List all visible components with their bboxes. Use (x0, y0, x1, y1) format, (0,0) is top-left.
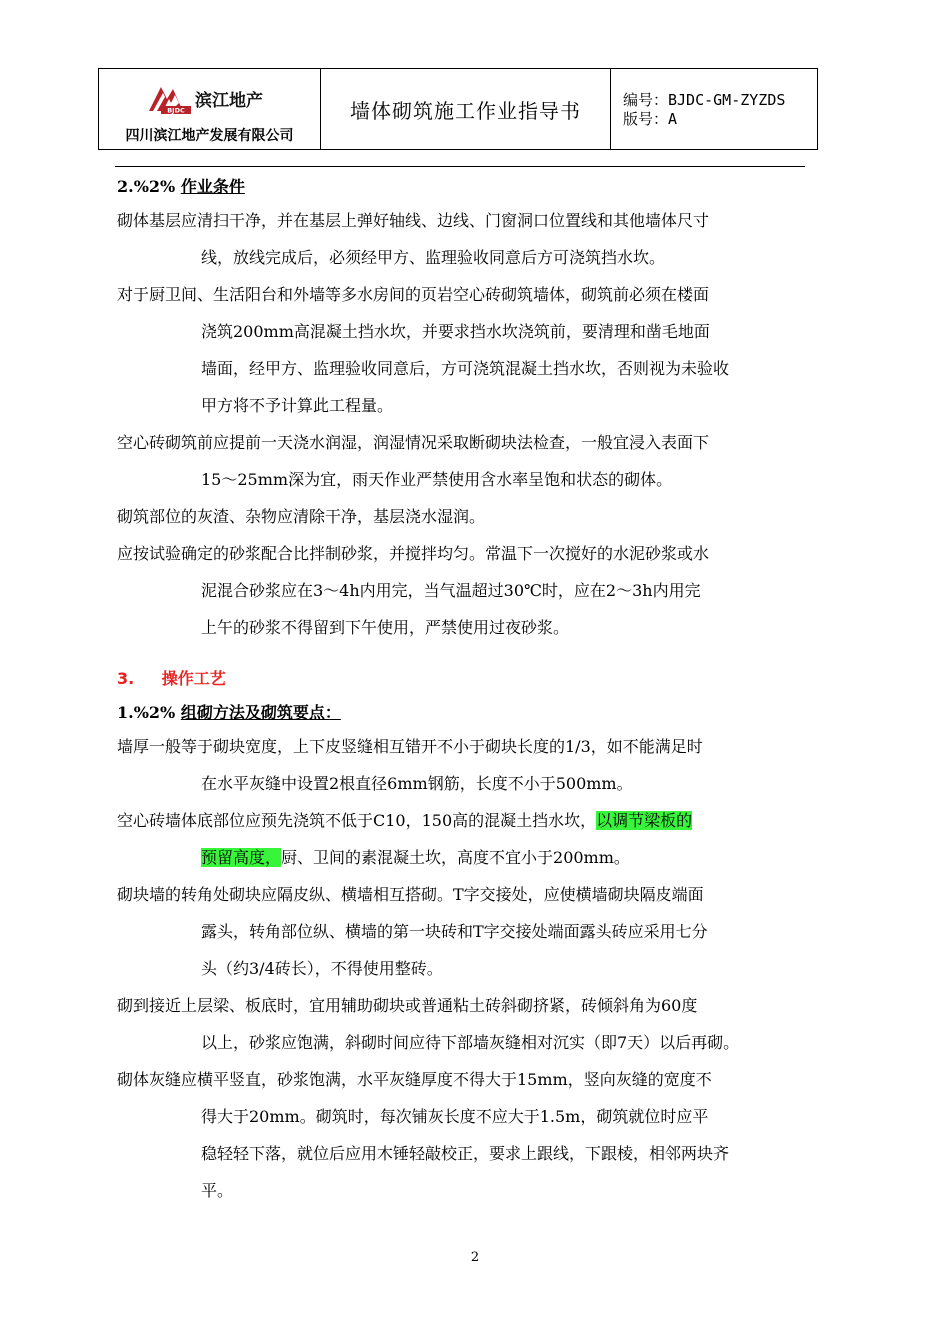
paragraph (117, 728, 817, 802)
section-title: 组砌方法及砌筑要点： (180, 703, 341, 722)
text-run: 厨、卫间的素混凝土坎，高度不宜小于200mm。 (281, 848, 630, 867)
section-2-2-paragraphs (117, 202, 817, 646)
document-version: 版号：A (623, 110, 678, 128)
section-title: 作业条件 (180, 177, 245, 196)
text-run: 空心砖墙体底部位应预先浇筑不低于C10，150高的混凝土挡水坎， (117, 811, 597, 830)
highlighted-text: 以调节梁板的 (596, 811, 693, 830)
spacer (117, 646, 817, 664)
paragraph-first-line: 墙厚一般等于砌块宽度，上下皮竖缝相互错开不小于砌块长度的1/3，如不能满足时 (117, 737, 703, 756)
paragraph-line: 得大于20mm。砌筑时，每次铺灰长度不应大于1.5m，砌筑就位时应平 (201, 1107, 709, 1126)
paragraph-first-line: 砌块墙的转角处砌块应隔皮纵、横墙相互搭砌。T字交接处，应使横墙砌块隔皮端面 (117, 885, 704, 904)
section-1-2-paragraphs (117, 876, 817, 1209)
paragraph (117, 202, 817, 276)
paragraph-line: 以上，砂浆应饱满，斜砌时间应待下部墙灰缝相对沉实（即7天）以后再砌。 (201, 1033, 740, 1052)
paragraph-first-line: 砌筑部位的灰渣、杂物应清除干净，基层浇水湿润。 (117, 507, 486, 526)
paragraph-line: 露头，转角部位纵、横墙的第一块砖和T字交接处端面露头砖应采用七分 (201, 922, 708, 941)
section-number: 2.%2% (117, 177, 176, 196)
highlighted-text: 预留高度， (201, 848, 282, 867)
paragraph-first-line: 砌体灰缝应横平竖直，砂浆饱满，水平灰缝厚度不得大于15mm，竖向灰缝的宽度不 (117, 1070, 712, 1089)
company-logo (147, 81, 263, 115)
document-body (117, 172, 817, 1209)
paragraph (117, 424, 817, 498)
paragraph-highlighted (117, 802, 817, 876)
paragraph-line: 浇筑200mm高混凝土挡水坎，并要求挡水坎浇筑前，要清理和凿毛地面 (201, 322, 710, 341)
section-number: 1.%2% (117, 703, 176, 722)
document-code: 编号：BJDC-GM-ZYZDS (623, 91, 786, 109)
paragraph-first-line (117, 802, 817, 839)
paragraph-line: 甲方将不予计算此工程量。 (201, 396, 394, 415)
code-cell (611, 69, 817, 149)
paragraph-first-line: 应按试验确定的砂浆配合比拌制砂浆，并搅拌均匀。常温下一次搅好的水泥砂浆或水 (117, 544, 710, 563)
section-heading-1-2 (117, 698, 817, 728)
paragraph-line: 在水平灰缝中设置2根直径6mm钢筋，长度不小于500mm。 (201, 774, 633, 793)
paragraph (117, 498, 817, 535)
paragraph-first-line: 对于厨卫间、生活阳台和外墙等多水房间的页岩空心砖砌筑墙体，砌筑前必须在楼面 (117, 285, 710, 304)
paragraph (117, 876, 817, 987)
paragraph (117, 276, 817, 424)
header-rule (115, 166, 805, 167)
document-title: 墙体砌筑施工作业指导书 (350, 98, 581, 123)
document-header (98, 68, 818, 150)
paragraph (117, 987, 817, 1061)
section-title: 操作工艺 (161, 669, 226, 688)
paragraph-line: 墙面，经甲方、监理验收同意后，方可浇筑混凝土挡水坎，否则视为未验收 (201, 359, 730, 378)
title-cell (321, 69, 611, 149)
paragraph-line (117, 839, 817, 876)
paragraph-line: 头（约3/4砖长），不得使用整砖。 (201, 959, 443, 978)
bjdc-logo-icon (147, 81, 193, 115)
section-heading-2-2 (117, 172, 817, 202)
page-number: 2 (470, 1250, 480, 1265)
paragraph-line: 15～25mm深为宜，雨天作业严禁使用含水率呈饱和状态的砌体。 (201, 470, 673, 489)
paragraph-line: 线，放线完成后，必须经甲方、监理验收同意后方可浇筑挡水坎。 (201, 248, 666, 267)
section-number: 3. (117, 669, 135, 688)
paragraph-line: 稳轻轻下落，就位后应用木锤轻敲校正，要求上跟线，下跟棱，相邻两块齐 (201, 1144, 730, 1163)
logo-cell (99, 69, 321, 149)
company-name: 四川滨江地产发展有限公司 (125, 128, 294, 144)
paragraph (117, 1061, 817, 1209)
paragraph (117, 535, 817, 646)
paragraph-first-line: 砌到接近上层梁、板底时，宜用辅助砌块或普通粘土砖斜砌挤紧，砖倾斜角为60度 (117, 996, 698, 1015)
paragraph-first-line: 空心砖砌筑前应提前一天浇水润湿，润湿情况采取断砌块法检查，一般宜浸入表面下 (117, 433, 710, 452)
paragraph-first-line: 砌体基层应清扫干净，并在基层上弹好轴线、边线、门窗洞口位置线和其他墙体尺寸 (117, 211, 710, 230)
logo-badge-text: BJDC (167, 106, 185, 115)
section-heading-3 (117, 664, 817, 694)
paragraph-line: 上午的砂浆不得留到下午使用，严禁使用过夜砂浆。 (201, 618, 570, 637)
paragraph-line: 平。 (201, 1181, 234, 1200)
logo-name: 滨江地产 (195, 90, 263, 111)
paragraph-line: 泥混合砂浆应在3～4h内用完，当气温超过30℃时，应在2～3h内用完 (201, 581, 701, 600)
